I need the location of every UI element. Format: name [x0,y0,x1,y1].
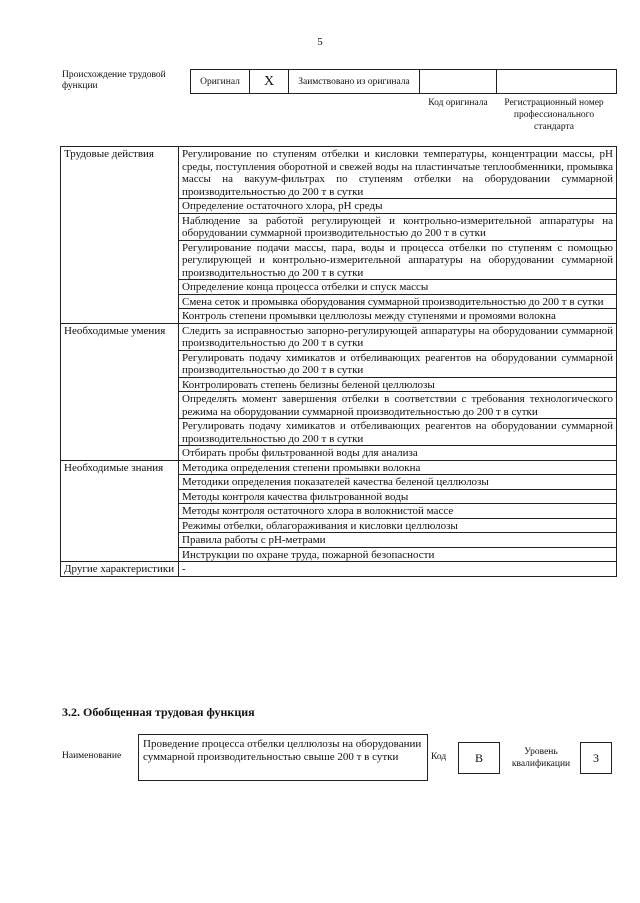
table-row [61,562,617,577]
item-cell: - [179,562,617,577]
origin-borrowed-label: Заимствовано из оригинала [289,70,420,94]
item-cell: Контроль степени промывки целлюлозы между ступенями и промоями волокна [179,309,617,324]
item-cell: Отбирать пробы фильтрованной воды для анализа [179,446,617,461]
item-cell: Правила работы с pH-метрами [179,533,617,548]
item-cell: Методы контроля качества фильтрованной воды [179,489,617,504]
code-value: B [458,742,500,774]
item-cell: Методика определения степени промывки волокна [179,460,617,475]
item-cell: Определение конца процесса отбелки и спуск массы [179,280,617,295]
item-cell: Регулировать подачу химикатов и отбеливающих реагентов на оборудовании суммарной производительностью до 200 т в сутки [179,419,617,446]
item-cell: Контролировать степень белизны беленой целлюлозы [179,377,617,392]
item-cell: Определение остаточного хлора, pH среды [179,199,617,214]
origin-reg-cell [497,70,617,94]
category-cell: Необходимые умения [61,323,179,460]
level-label: Уровень квалификации [511,747,571,769]
name-label: Наименование [62,751,122,761]
item-cell: Инструкции по охране труда, пожарной безопасности [179,547,617,562]
table-row [61,323,617,350]
origin-mark: X [250,70,289,94]
origin-code-cell [420,70,497,94]
origin-code-caption: Код оригинала [428,98,488,108]
item-cell: Режимы отбелки, облагораживания и кисловки целлюлозы [179,518,617,533]
section-title: 3.2. Обобщенная трудовая функция [62,705,255,719]
function-details-table [60,146,617,577]
item-cell: Определять момент завершения отбелки в соответствии с требования технологического режима на оборудовании суммарной производительностью до 200 т в сутки [179,392,617,419]
item-cell: Смена сеток и промывка оборудования суммарной производительностью до 200 т в сутки [179,294,617,309]
item-cell: Наблюдение за работой регулирующей и контрольно-измерительной аппаратуры на оборудовании суммарной производительностью до 200 т в сутки [179,213,617,240]
item-cell: Следить за исправностью запорно-регулирующей аппаратуры на оборудовании суммарной производительностью до 200 т в сутки [179,323,617,350]
item-cell: Методики определения показателей качества беленой целлюлозы [179,475,617,490]
table-row [61,460,617,475]
item-cell: Регулировать подачу химикатов и отбеливающих реагентов на оборудовании суммарной производительностью до 200 т в сутки [179,350,617,377]
origin-original-label: Оригинал [191,70,250,94]
origin-reg-caption: Регистрационный номер профессионального стандарта [504,98,604,132]
category-cell: Трудовые действия [61,147,179,324]
page-number: 5 [317,36,323,48]
category-cell: Другие характеристики [61,562,179,577]
origin-table [190,69,617,94]
item-cell: Регулирование подачи массы, пара, воды и процесса отбелки по ступеням с помощью регулирующей и контрольно-измерительной аппаратуры на оборудовании суммарной производительностью до 200 т в сутки [179,240,617,280]
category-cell: Необходимые знания [61,460,179,562]
level-value: 3 [580,742,612,774]
name-value: Проведение процесса отбелки целлюлозы на оборудовании суммарной производительностью свыше 200 т в сутки [138,734,428,781]
table-row [61,147,617,199]
item-cell: Регулирование по ступеням отбелки и кисловки температуры, концентрации массы, pH среды, поступления оборотной и свежей воды на пластинчатые теплообменники, промывка массы на вакуум-фильтрах по ступеням отбелки на оборудовании суммарной производительностью до 200 т в сутки [179,147,617,199]
item-cell: Методы контроля остаточного хлора в волокнистой массе [179,504,617,519]
origin-label: Происхождение трудовой функции [62,70,166,91]
code-label: Код [431,752,447,762]
